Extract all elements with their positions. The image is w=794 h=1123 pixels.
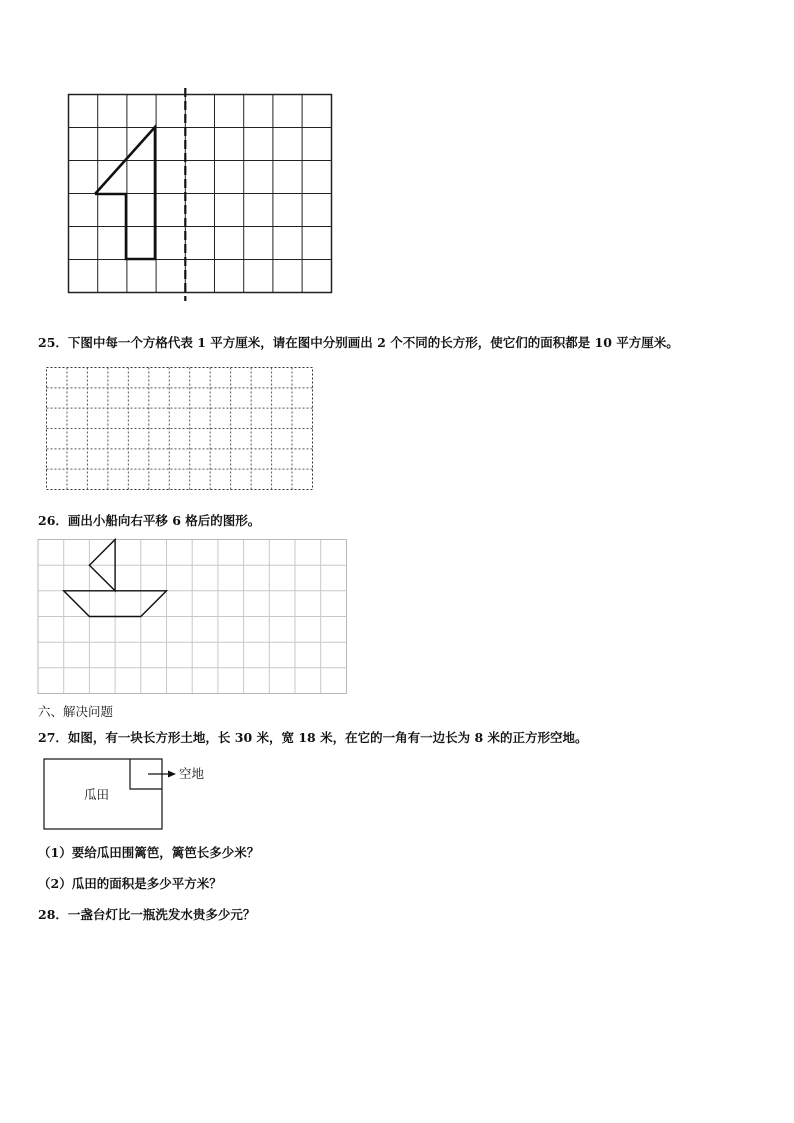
question-27-part-1: （1）要给瓜田围篱笆，篱笆长多少米？ bbox=[38, 845, 260, 860]
question-26-number: 26． bbox=[38, 513, 68, 528]
empty-arrow-head bbox=[168, 771, 176, 778]
empty-label: 空地 bbox=[179, 766, 205, 781]
question-28-number: 28． bbox=[38, 907, 68, 922]
question-26 bbox=[38, 511, 260, 529]
question-27-text: 如图，有一块长方形土地，长 30 米，宽 18 米，在它的一角有一边长为 8 米的正方形空地。 bbox=[67, 730, 588, 745]
section-6-title: 六、解决问题 bbox=[38, 704, 114, 719]
field-diagram bbox=[40, 755, 230, 833]
question-25 bbox=[38, 333, 679, 351]
question-26-text: 画出小船向右平移 6 格后的图形。 bbox=[67, 513, 261, 528]
question-25-text: 下图中每一个方格代表 1 平方厘米，请在图中分别画出 2 个不同的长方形，使它们的面积都是 10 平方厘米。 bbox=[67, 335, 679, 350]
question-27-number: 27． bbox=[38, 730, 68, 745]
question-27-part-2: （2）瓜田的面积是多少平方米？ bbox=[38, 876, 222, 891]
field-label: 瓜田 bbox=[84, 787, 110, 802]
question-28-text: 一盏台灯比一瓶洗发水贵多少元？ bbox=[67, 907, 256, 922]
dotted-grid-10sqcm bbox=[45, 366, 315, 492]
symmetry-grid-figure bbox=[60, 88, 340, 303]
question-25-number: 25． bbox=[38, 335, 68, 350]
question-27 bbox=[38, 728, 588, 746]
question-28 bbox=[38, 905, 255, 923]
boat-grid-figure bbox=[36, 537, 350, 697]
